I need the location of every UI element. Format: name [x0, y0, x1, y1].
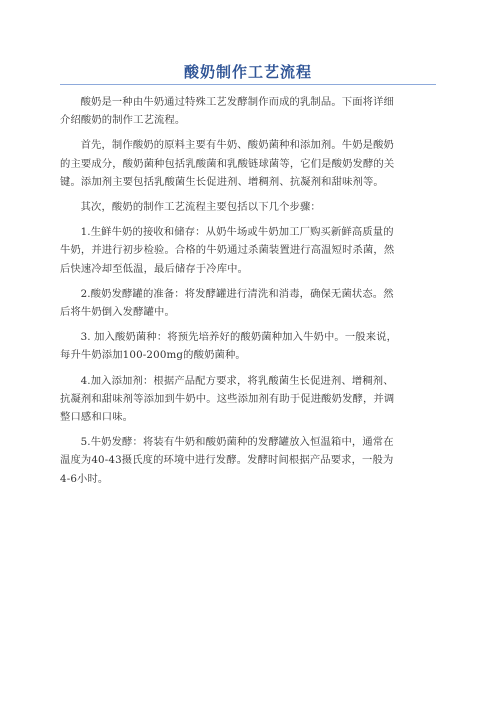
title-underline	[60, 84, 436, 85]
document-body	[60, 93, 436, 495]
paragraph-step-1	[60, 223, 436, 278]
text-line: 温度为40-43摄氏度的环境中进行发酵。发酵时间根据产品要求，一般为	[60, 454, 394, 467]
text-line: 4.加入添加剂：根据产品配方要求，将乳酸菌生长促进剂、增稠剂、	[80, 374, 394, 387]
text-line: 后快速冷却至低温，最后储存于冷库中。	[60, 262, 249, 275]
text-line: 抗凝剂和甜味剂等添加到牛奶中。这些添加剂有助于促进酸奶发酵，并调	[60, 392, 395, 405]
text-line: 2.酸奶发酵罐的准备：将发酵罐进行清洗和消毒，确保无菌状态。然	[80, 287, 394, 300]
text-line: 键。添加剂主要包括乳酸菌生长促进剂、增稠剂、抗凝剂和甜味剂等。	[60, 175, 384, 188]
text-line: 牛奶，并进行初步检验。合格的牛奶通过杀菌装置进行高温短时杀菌，然	[60, 244, 395, 257]
paragraph-step-2	[60, 285, 436, 321]
paragraph-steps-intro	[60, 198, 436, 216]
text-line: 后将牛奶倒入发酵罐中。	[60, 306, 175, 319]
text-line: 5.牛奶发酵：将装有牛奶和酸奶菌种的发酵罐放入恒温箱中，通常在	[80, 436, 394, 449]
text-line: 介绍酸奶的制作工艺流程。	[60, 114, 186, 127]
text-line: 3. 加入酸奶菌种：将预先培养好的酸奶菌种加入牛奶中。一般来说，	[80, 331, 398, 344]
document-title: 酸奶制作工艺流程	[183, 63, 312, 81]
paragraph-step-4	[60, 372, 436, 427]
text-line: 整口感和口味。	[60, 411, 134, 424]
text-line: 1.生鲜牛奶的接收和储存：从奶牛场或牛奶加工厂购买新鲜高质量的	[80, 226, 394, 239]
text-line: 4-6小时。	[60, 472, 109, 485]
text-line: 酸奶是一种由牛奶通过特殊工艺发酵制作而成的乳制品。下面将详细	[80, 96, 394, 108]
text-line: 其次，酸奶的制作工艺流程主要包括以下几个步骤：	[80, 201, 321, 214]
paragraph-step-3	[60, 328, 436, 364]
text-line: 每升牛奶添加100-200mg的酸奶菌种。	[60, 349, 246, 362]
paragraph-ingredients	[60, 136, 436, 191]
text-line: 的主要成分，酸奶菌种包括乳酸菌和乳酸链球菌等，它们是酸奶发酵的关	[60, 157, 395, 170]
paragraph-intro	[60, 93, 436, 129]
text-line: 首先，制作酸奶的原料主要有牛奶、酸奶菌种和添加剂。牛奶是酸奶	[80, 139, 394, 152]
paragraph-step-5	[60, 433, 436, 488]
